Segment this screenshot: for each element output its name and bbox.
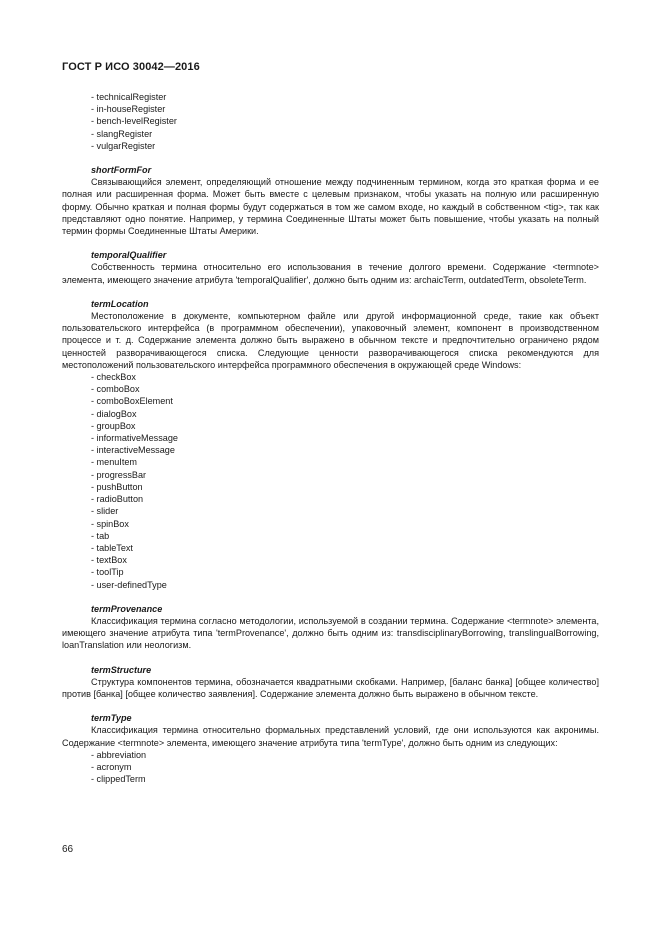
term-description-temporalqualifier: Собственность термина относительно его использования в течение долгого времени. Содержание <termnote> элемента, имеющего значение атрибута 'temporalQualifier', должно быть одним из: archaicTerm, outdatedTerm, obsoleteTerm. — [62, 262, 599, 285]
term-heading-termstructure: termStructure — [91, 664, 152, 675]
list-item: - informativeMessage — [91, 433, 178, 444]
termtype-value-list — [62, 749, 599, 786]
list-item: - progressBar — [91, 469, 147, 480]
term-heading-temporalqualifier: temporalQualifier — [91, 250, 167, 261]
term-description-termprovenance: Классификация термина согласно методологии, используемой в создании термина. Содержание <termnote> элемента, имеющего значение атрибута типа 'termProvenance', должно быть одним из: transdisciplinaryBorrowing, translingualBorrowing, loanTranslation или неологизм. — [62, 615, 599, 651]
register-list — [62, 91, 599, 152]
term-heading-shortformfor: shortFormFor — [91, 165, 152, 176]
term-heading-termprovenance: termProvenance — [91, 603, 163, 614]
list-item: - tab — [91, 530, 110, 541]
list-item: - vulgarRegister — [91, 140, 156, 151]
term-heading-termtype: termType — [91, 713, 132, 724]
list-item: - textBox — [91, 555, 127, 566]
list-item: - slider — [91, 506, 119, 517]
list-item: - acronym — [91, 761, 132, 772]
list-item: - user-definedType — [91, 579, 167, 590]
term-description-termtype: Классификация термина относительно формальных представлений условий, где они используются как акронимы. Содержание <termnote> элемента, имеющего значение атрибута типа 'termType', должно быть одним из следующих: — [62, 725, 599, 748]
list-item: - toolTip — [91, 567, 124, 578]
list-item: - checkBox — [91, 372, 136, 383]
termlocation-value-list — [62, 371, 599, 591]
list-item: - comboBoxElement — [91, 396, 173, 407]
list-item: - bench-levelRegister — [91, 116, 177, 127]
page-header-standard-title: ГОСТ Р ИСО 30042—2016 — [62, 61, 200, 73]
page-content — [62, 91, 599, 785]
list-item: - menuItem — [91, 457, 137, 468]
term-description-termlocation: Местоположение в документе, компьютерном файле или другой информационной среде, такие как объект пользовательского интерфейса (в программном обеспечении), упаковочный элемент, компонент в производственном процессе и т. д. Содержание элемента должно быть выражено в обычном тексте и предпочтительно ограничено рядом ценностей разворачивающегося списка. Следующие ценности разворачивающегося списка рекомендуются для местоположений пользовательского интерфейса программного обеспечения в окружающей среде Windows: — [62, 311, 599, 370]
list-item: - spinBox — [91, 518, 129, 529]
list-item: - technicalRegister — [91, 92, 167, 102]
term-description-shortformfor: Связывающийся элемент, определяющий отношение между подчиненным термином, когда это краткая форма и ее полная или расширенная форма. Может быть вместе с целевым признаком, чтобы указать на полную или расширенную форму. Обычно краткая и полная формы будут содержаться в том же самом входе, но каждый в собственном <tig>, так как представляют одно понятие. Например, у термина Соединенные Штаты может быть повышение, чтобы указать на полный термин формы Соединенные Штаты Америки. — [62, 177, 599, 237]
list-item: - abbreviation — [91, 749, 147, 760]
list-item: - slangRegister — [91, 128, 153, 139]
page-number: 66 — [62, 844, 74, 855]
list-item: - interactiveMessage — [91, 445, 175, 456]
list-item: - radioButton — [91, 494, 144, 505]
list-item: - comboBox — [91, 384, 140, 395]
term-heading-termlocation: termLocation — [91, 298, 149, 309]
list-item: - clippedTerm — [91, 774, 146, 785]
list-item: - tableText — [91, 542, 133, 553]
list-item: - groupBox — [91, 420, 136, 431]
term-description-termstructure: Структура компонентов термина, обозначается квадратными скобками. Например, [баланс банка] [общее количество] против [банка] [общее количество заявления]. Содержание элемента должно быть выражено в обычном тексте. — [62, 676, 599, 699]
list-item: - in-houseRegister — [91, 104, 166, 115]
list-item: - dialogBox — [91, 408, 137, 419]
list-item: - pushButton — [91, 481, 143, 492]
